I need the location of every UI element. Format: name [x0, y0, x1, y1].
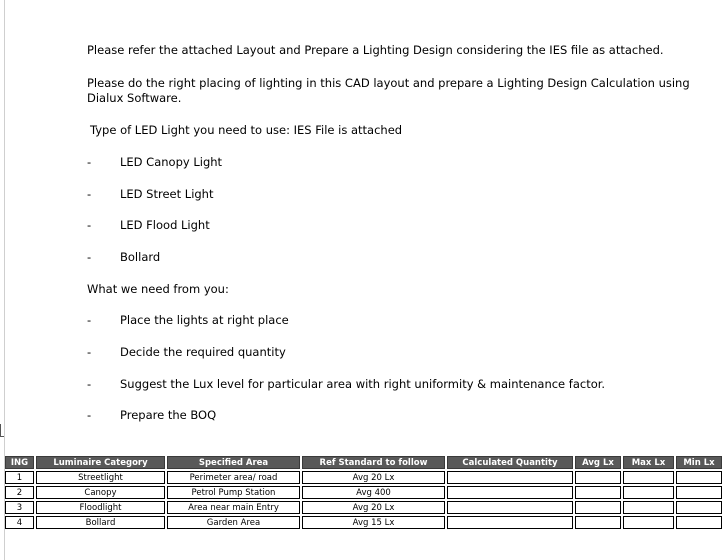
cell-standard: Avg 15 Lx	[302, 516, 445, 529]
cell-ing: 3	[5, 501, 34, 514]
cell-max-lx[interactable]	[623, 501, 674, 514]
cell-area: Area near main Entry	[167, 501, 300, 514]
header-min-lx: Min Lx	[676, 456, 722, 469]
intro-line-2b: Dialux Software.	[87, 91, 182, 105]
cell-min-lx[interactable]	[676, 516, 722, 529]
table-row	[5, 471, 722, 484]
cell-standard: Avg 20 Lx	[302, 501, 445, 514]
table-row	[5, 486, 722, 499]
cell-area: Petrol Pump Station	[167, 486, 300, 499]
bullet-dash: -	[87, 345, 92, 359]
intro-line-1: Please refer the attached Layout and Prepare a Lighting Design considering the IES file as attached.	[87, 43, 664, 57]
light-type-flood: LED Flood Light	[120, 218, 210, 232]
bullet-dash: -	[87, 218, 92, 232]
header-max-lx: Max Lx	[623, 456, 674, 469]
light-type-canopy: LED Canopy Light	[120, 155, 223, 169]
cell-ing: 2	[5, 486, 34, 499]
bullet-dash: -	[87, 155, 92, 169]
margin-mark	[0, 424, 4, 437]
cell-avg-lx[interactable]	[575, 501, 621, 514]
bullet-dash: -	[87, 313, 92, 327]
need-item-boq: Prepare the BOQ	[120, 408, 217, 422]
cell-max-lx[interactable]	[623, 516, 674, 529]
cell-category: Floodlight	[36, 501, 165, 514]
cell-standard: Avg 400	[302, 486, 445, 499]
light-type-bollard: Bollard	[120, 250, 161, 264]
cell-category: Streetlight	[36, 471, 165, 484]
cell-category: Canopy	[36, 486, 165, 499]
cell-avg-lx[interactable]	[575, 516, 621, 529]
need-item-placement: Place the lights at right place	[120, 313, 289, 327]
header-calculated-quantity: Calculated Quantity	[447, 456, 573, 469]
bullet-dash: -	[87, 187, 92, 201]
bullet-dash: -	[87, 250, 92, 264]
cell-min-lx[interactable]	[676, 471, 722, 484]
table-header-row	[5, 456, 722, 469]
intro-line-2a: Please do the right placing of lighting in this CAD layout and prepare a Lighting Design Calculation using	[87, 76, 690, 90]
table-row	[5, 516, 722, 529]
cell-ing: 4	[5, 516, 34, 529]
cell-min-lx[interactable]	[676, 501, 722, 514]
intro-line-3: Type of LED Light you need to use: IES File is attached	[90, 123, 403, 137]
header-specified-area: Specified Area	[167, 456, 300, 469]
cell-ing: 1	[5, 471, 34, 484]
header-avg-lx: Avg Lx	[575, 456, 621, 469]
cell-max-lx[interactable]	[623, 471, 674, 484]
bullet-dash: -	[87, 377, 92, 391]
cell-quantity[interactable]	[447, 471, 573, 484]
cell-quantity[interactable]	[447, 516, 573, 529]
header-ing: ING	[5, 456, 34, 469]
cell-standard: Avg 20 Lx	[302, 471, 445, 484]
lighting-table	[3, 454, 724, 531]
needs-heading: What we need from you:	[87, 282, 229, 296]
cell-min-lx[interactable]	[676, 486, 722, 499]
cell-area: Garden Area	[167, 516, 300, 529]
cell-avg-lx[interactable]	[575, 471, 621, 484]
header-luminaire-category: Luminaire Category	[36, 456, 165, 469]
need-item-lux: Suggest the Lux level for particular area with right uniformity & maintenance factor.	[120, 377, 606, 391]
cell-quantity[interactable]	[447, 486, 573, 499]
cell-max-lx[interactable]	[623, 486, 674, 499]
cell-quantity[interactable]	[447, 501, 573, 514]
light-type-street: LED Street Light	[120, 187, 214, 201]
need-item-quantity: Decide the required quantity	[120, 345, 286, 359]
table-row	[5, 501, 722, 514]
bullet-dash: -	[87, 408, 92, 422]
cell-category: Bollard	[36, 516, 165, 529]
cell-area: Perimeter area/ road	[167, 471, 300, 484]
cell-avg-lx[interactable]	[575, 486, 621, 499]
header-ref-standard: Ref Standard to follow	[302, 456, 445, 469]
